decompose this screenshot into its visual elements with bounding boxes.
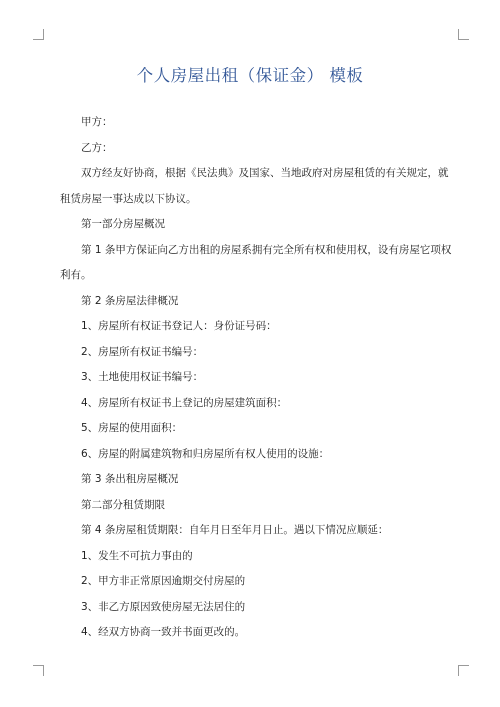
list-item: 5、房屋的使用面积： bbox=[81, 422, 183, 434]
party-a-line: 甲方： bbox=[81, 116, 113, 128]
party-b-line: 乙方： bbox=[81, 141, 113, 154]
list-item: 3、土地使用权证书编号： bbox=[81, 371, 204, 383]
intro-paragraph-line-1: 双方经友好协商，根据《民法典》及国家、当地政府对房屋租赁的有关规定，就 bbox=[81, 167, 449, 179]
list-item: 4、经双方协商一致并书面更改的。 bbox=[81, 626, 246, 638]
crop-mark-top-right bbox=[458, 29, 469, 40]
list-item: 2、甲方非正常原因逾期交付房屋的 bbox=[81, 575, 246, 587]
article-4-line: 第 4 条房屋租赁期限：自年月日至年月日止。遇以下情况应顺延： bbox=[81, 524, 389, 536]
article-3-heading: 第 3 条出租房屋概况 bbox=[81, 473, 179, 485]
article-2-heading: 第 2 条房屋法律概况 bbox=[81, 294, 179, 307]
list-item: 1、发生不可抗力事由的 bbox=[81, 549, 193, 562]
intro-paragraph-line-2: 租赁房屋一事达成以下协议。 bbox=[60, 192, 197, 205]
crop-mark-top-left bbox=[33, 29, 44, 40]
section-heading-part-1: 第一部分房屋概况 bbox=[81, 218, 165, 230]
list-item: 3、非乙方原因致使房屋无法居住的 bbox=[81, 600, 246, 613]
document-body bbox=[60, 110, 452, 646]
article-1-line-1: 第 1 条甲方保证向乙方出租的房屋系拥有完全所有权和使用权，设有房屋它项权 bbox=[81, 243, 452, 256]
list-item: 6、房屋的附属建筑物和归房屋所有权人使用的设施： bbox=[81, 447, 330, 460]
section-heading-part-2: 第二部分租赁期限 bbox=[81, 498, 165, 511]
document-title: 个人房屋出租（保证金） 模板 bbox=[136, 66, 364, 85]
article-1-line-2: 利有。 bbox=[60, 269, 92, 281]
list-item: 1、房屋所有权证书登记人：身份证号码： bbox=[81, 320, 277, 332]
crop-mark-bottom-left bbox=[33, 665, 44, 676]
list-item: 4、房屋所有权证书上登记的房屋建筑面积： bbox=[81, 396, 288, 409]
crop-mark-bottom-right bbox=[458, 665, 469, 676]
list-item: 2、房屋所有权证书编号： bbox=[81, 345, 204, 358]
